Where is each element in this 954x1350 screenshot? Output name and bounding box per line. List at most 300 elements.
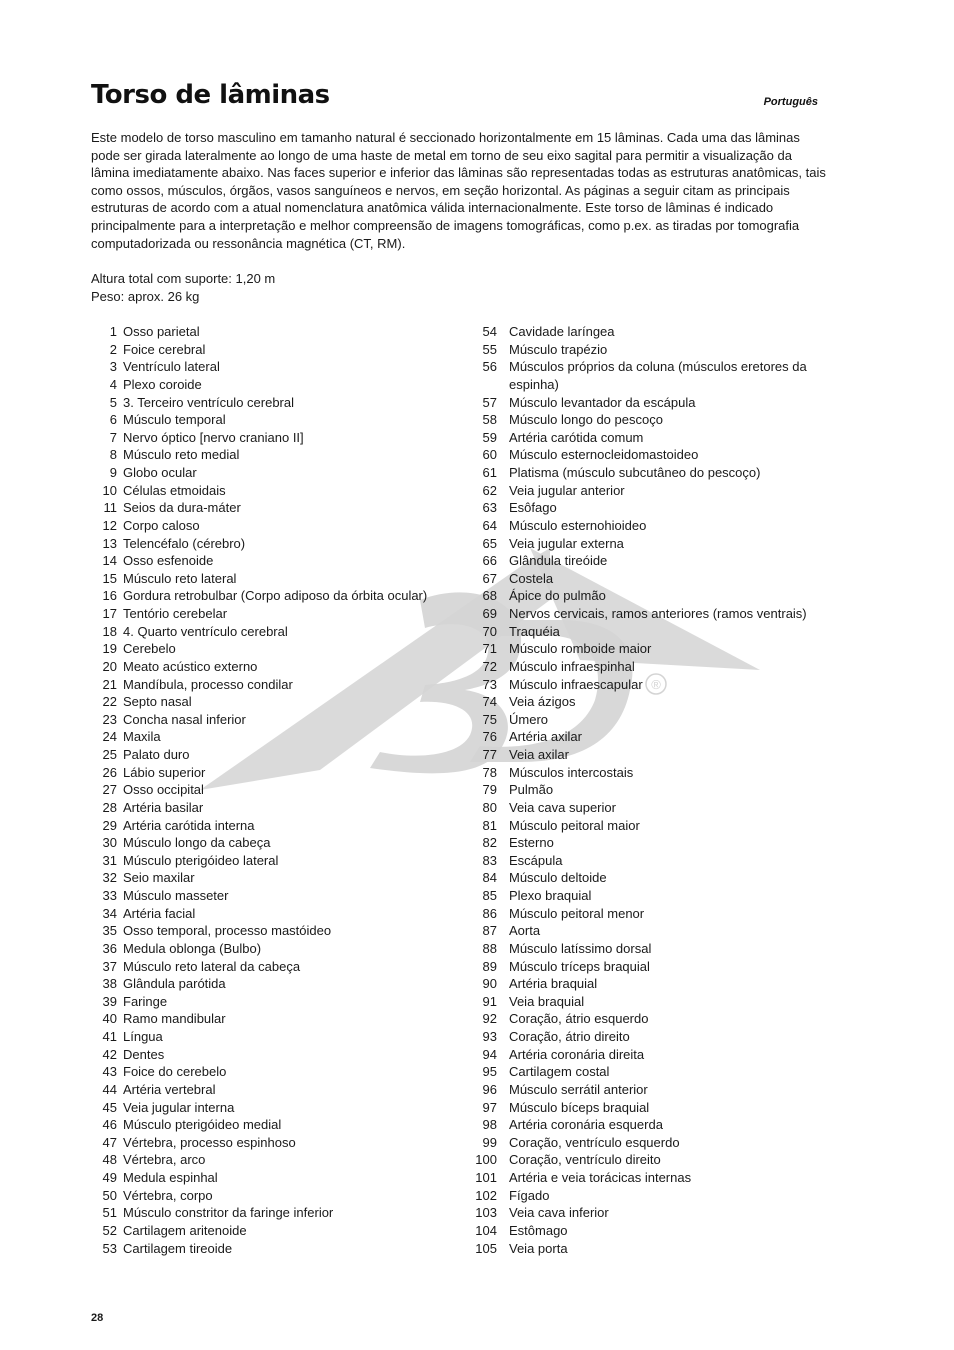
- item-number: 23: [102, 711, 117, 727]
- list-item: [470, 658, 820, 676]
- list-item: [91, 958, 461, 976]
- item-label: Músculo esternocleidomastoideo: [509, 447, 699, 463]
- item-number: 94: [482, 1046, 497, 1062]
- item-number: 57: [482, 394, 497, 410]
- item-label: Veia axilar: [509, 747, 569, 762]
- item-label: Músculo trapézio: [509, 341, 608, 357]
- list-item: [91, 1240, 461, 1258]
- item-number: 81: [482, 817, 497, 833]
- item-label: Cartilagem aritenoide: [123, 1222, 247, 1238]
- item-label: Ápice do pulmão: [509, 588, 606, 604]
- list-item: [91, 446, 461, 464]
- item-label: Cavidade laríngea: [509, 324, 615, 339]
- item-number: 82: [482, 835, 497, 851]
- item-label: Esôfago: [509, 500, 557, 516]
- list-item: [91, 1010, 461, 1028]
- item-label: Corpo caloso: [123, 517, 200, 533]
- item-label: Músculo levantador da escápula: [509, 394, 696, 410]
- item-label: Estômago: [509, 1222, 568, 1238]
- item-number: 54: [482, 324, 497, 339]
- item-label: Artéria e veia torácicas internas: [509, 1170, 692, 1185]
- item-label: Artéria vertebral: [123, 1081, 216, 1097]
- list-item: [470, 1046, 820, 1064]
- list-item: [91, 799, 461, 817]
- item-number: 95: [482, 1064, 497, 1080]
- list-item: [91, 852, 461, 870]
- item-label: Mandíbula, processo condilar: [123, 676, 293, 692]
- item-number: 33: [102, 888, 117, 903]
- item-number: 100: [475, 1152, 497, 1168]
- spec-weight: Peso: aprox. 26 kg: [91, 288, 200, 304]
- list-item: [470, 552, 820, 570]
- item-number: 104: [475, 1222, 497, 1238]
- list-item: [91, 1081, 461, 1099]
- list-item: [470, 587, 820, 605]
- item-label: Artéria axilar: [509, 729, 582, 745]
- specifications: [91, 270, 275, 305]
- list-item: [91, 922, 461, 940]
- item-label: Esterno: [509, 835, 554, 851]
- item-label: Nervo óptico [nervo craniano II]: [123, 429, 304, 445]
- item-number: 5: [109, 394, 117, 410]
- item-number: 6: [109, 412, 117, 428]
- list-item: [91, 535, 461, 553]
- list-item: [470, 993, 820, 1011]
- list-item: [470, 1010, 820, 1028]
- item-number: 66: [482, 553, 497, 569]
- item-number: 59: [482, 429, 497, 445]
- item-number: 76: [482, 729, 497, 745]
- item-number: 38: [102, 976, 117, 992]
- list-item: [91, 1187, 461, 1205]
- item-label: Músculo latíssimo dorsal: [509, 940, 652, 956]
- list-item: [91, 834, 461, 852]
- language-label: Português: [763, 96, 818, 108]
- list-item: [470, 905, 820, 923]
- item-label: Glândula tireóide: [509, 553, 608, 569]
- list-item: [470, 940, 820, 958]
- item-number: 52: [102, 1222, 117, 1238]
- item-label: Osso temporal, processo mastóideo: [123, 923, 332, 939]
- item-label: Artéria coronária esquerda: [509, 1117, 663, 1133]
- item-number: 55: [482, 341, 497, 357]
- list-item: [91, 1151, 461, 1169]
- item-number: 11: [103, 500, 117, 516]
- item-label: Músculo romboide maior: [509, 641, 652, 657]
- item-label: Medula oblonga (Bulbo): [123, 940, 262, 956]
- spec-height: Altura total com suporte: 1,20 m: [91, 271, 276, 286]
- list-item: [91, 1169, 461, 1187]
- intro-paragraph: Este modelo de torso masculino em tamanho natural é seccionado horizontalmente em 15 lâminas. Cada uma das lâminas pode ser girada lateralmente ao longo de uma haste de metal em torno de seu eixo sagital para permitir a visualização da lâmina imediatamente abaixo. Nas faces superior e inferior das lâminas são representadas todas as estruturas anatômicas, tais como ossos, músculos, órgãos, vasos sanguíneos e nervos, em seção horizontal. As páginas a seguir citam as principais estruturas de acordo com a atual nomenclatura anatômica válida internacionalmente. Este torso de lâminas é indicado principalmente para a interpretação e melhor compreensão de imagens tomográficas, como p.ex. as tiradas por tomografia computadorizada ou ressonância magnética (CT, RM).: [91, 130, 826, 251]
- item-number: 15: [102, 570, 117, 586]
- item-label: Veia jugular externa: [509, 535, 624, 551]
- item-number: 25: [102, 747, 117, 762]
- item-label: Platisma (músculo subcutâneo do pescoço): [509, 465, 761, 480]
- item-label: Concha nasal inferior: [123, 711, 246, 727]
- item-number: 91: [482, 993, 497, 1009]
- item-number: 32: [102, 870, 117, 886]
- item-number: 71: [482, 641, 497, 657]
- item-label: Palato duro: [123, 747, 190, 762]
- item-number: 40: [102, 1011, 117, 1027]
- list-item: [470, 535, 820, 553]
- item-number: 69: [482, 606, 497, 621]
- item-label: Septo nasal: [123, 694, 192, 710]
- item-number: 1: [109, 324, 117, 339]
- item-label: Maxila: [123, 729, 161, 745]
- item-number: 45: [102, 1099, 117, 1115]
- item-label: Veia braquial: [509, 993, 585, 1009]
- list-item: [470, 1187, 820, 1205]
- item-label: Medula espinhal: [123, 1170, 218, 1185]
- item-label: Coração, átrio esquerdo: [509, 1011, 649, 1027]
- item-number: 43: [102, 1064, 117, 1080]
- item-number: 62: [482, 482, 497, 498]
- list-item: [470, 446, 820, 464]
- item-label: Músculo bíceps braquial: [509, 1099, 650, 1115]
- item-label: Escápula: [509, 852, 563, 868]
- item-number: 84: [482, 870, 497, 886]
- list-item: [91, 1046, 461, 1064]
- list-item: [91, 1134, 461, 1152]
- item-label: Plexo braquial: [509, 888, 592, 903]
- list-item: [470, 1134, 820, 1152]
- list-item: [470, 975, 820, 993]
- item-number: 20: [102, 658, 117, 674]
- structure-list-left: [91, 323, 461, 1257]
- item-label: Artéria basilar: [123, 799, 204, 815]
- item-label: Cartilagem costal: [509, 1064, 610, 1080]
- list-item: [91, 658, 461, 676]
- list-item: [470, 429, 820, 447]
- item-number: 58: [482, 412, 497, 428]
- item-number: 10: [102, 482, 117, 498]
- item-number: 85: [482, 888, 497, 903]
- item-number: 70: [482, 623, 497, 639]
- list-item: [91, 623, 461, 641]
- item-number: 98: [482, 1117, 497, 1133]
- item-number: 105: [475, 1240, 497, 1256]
- item-number: 74: [482, 694, 497, 710]
- list-item: [91, 640, 461, 658]
- item-label: Veia jugular anterior: [509, 482, 625, 498]
- item-label: Vértebra, corpo: [123, 1187, 213, 1203]
- item-label: Fígado: [509, 1187, 550, 1203]
- item-number: 35: [102, 923, 117, 939]
- item-label: Aorta: [509, 923, 541, 939]
- list-item: [91, 1204, 461, 1222]
- item-number: 75: [482, 711, 497, 727]
- list-item: [91, 394, 461, 412]
- item-label: Veia jugular interna: [123, 1099, 235, 1115]
- item-label: Vértebra, arco: [123, 1152, 206, 1168]
- item-label: Coração, ventrículo esquerdo: [509, 1134, 680, 1150]
- item-label: Coração, ventrículo direito: [509, 1152, 661, 1168]
- item-number: 22: [102, 694, 117, 710]
- item-label: Músculo reto lateral: [123, 570, 237, 586]
- item-number: 19: [102, 641, 117, 657]
- list-item: [470, 799, 820, 817]
- item-label: Língua: [123, 1029, 163, 1044]
- list-item: [470, 394, 820, 412]
- item-number: 44: [102, 1081, 117, 1097]
- item-number: 39: [102, 993, 117, 1009]
- list-item: [91, 676, 461, 694]
- item-label: Veia cava inferior: [509, 1205, 609, 1221]
- item-label: Músculo deltoide: [509, 870, 607, 886]
- page-title: Torso de lâminas: [91, 80, 330, 110]
- list-item: [470, 1116, 820, 1134]
- item-number: 61: [482, 465, 497, 480]
- list-item: [91, 1099, 461, 1117]
- item-label: Artéria braquial: [509, 976, 598, 992]
- item-number: 41: [102, 1029, 117, 1044]
- item-number: 24: [102, 729, 117, 745]
- item-label: Músculos próprios da coluna (músculos eretores da espinha): [509, 359, 807, 392]
- item-label: Músculo constritor da faringe inferior: [123, 1205, 334, 1221]
- item-label: Pulmão: [509, 782, 554, 798]
- item-number: 50: [102, 1187, 117, 1203]
- item-label: Cerebelo: [123, 641, 176, 657]
- list-item: [91, 1063, 461, 1081]
- item-label: Dentes: [123, 1046, 165, 1062]
- list-item: [91, 570, 461, 588]
- list-item: [470, 1099, 820, 1117]
- item-number: 97: [482, 1099, 497, 1115]
- item-number: 7: [109, 429, 117, 445]
- list-item: [91, 552, 461, 570]
- item-number: 46: [102, 1117, 117, 1133]
- item-label: 3. Terceiro ventrículo cerebral: [123, 394, 295, 410]
- list-item: [91, 1222, 461, 1240]
- item-label: Glândula parótida: [123, 976, 226, 992]
- list-item: [470, 1063, 820, 1081]
- list-item: [470, 411, 820, 429]
- list-item: [91, 358, 461, 376]
- item-label: Ramo mandibular: [123, 1011, 226, 1027]
- item-number: 102: [475, 1187, 497, 1203]
- page-number: 28: [91, 1312, 104, 1324]
- item-number: 36: [102, 940, 117, 956]
- item-label: Globo ocular: [123, 465, 197, 480]
- item-number: 47: [102, 1134, 117, 1150]
- item-label: Músculo esternohioideo: [509, 517, 647, 533]
- list-item: [470, 570, 820, 588]
- item-label: Músculo infraescapular: [509, 676, 643, 692]
- item-label: Músculo tríceps braquial: [509, 958, 650, 974]
- item-label: Artéria carótida interna: [123, 817, 255, 833]
- item-label: Osso parietal: [123, 324, 200, 339]
- item-number: 56: [482, 359, 497, 375]
- list-item: [470, 1028, 820, 1046]
- list-item: [470, 358, 820, 393]
- list-item: [91, 817, 461, 835]
- item-number: 13: [102, 535, 117, 551]
- list-item: [91, 869, 461, 887]
- item-label: Telencéfalo (cérebro): [123, 535, 246, 551]
- list-item: [91, 341, 461, 359]
- list-item: [470, 834, 820, 852]
- item-label: Músculo pterigóideo medial: [123, 1117, 282, 1133]
- item-label: Foice cerebral: [123, 341, 206, 357]
- item-number: 3: [109, 359, 117, 375]
- list-item: [470, 711, 820, 729]
- item-number: 93: [482, 1029, 497, 1044]
- list-item: [91, 764, 461, 782]
- item-label: Músculos intercostais: [509, 764, 634, 780]
- item-number: 65: [482, 535, 497, 551]
- item-number: 14: [102, 553, 117, 569]
- list-item: [470, 1169, 820, 1187]
- item-number: 83: [482, 852, 497, 868]
- item-label: Foice do cerebelo: [123, 1064, 227, 1080]
- item-number: 72: [482, 658, 497, 674]
- item-label: Seios da dura-máter: [123, 500, 241, 516]
- item-number: 48: [102, 1152, 117, 1168]
- item-label: Artéria facial: [123, 905, 196, 921]
- item-label: Nervos cervicais, ramos anteriores (ramos ventrais): [509, 606, 807, 621]
- item-label: Veia cava superior: [509, 799, 616, 815]
- list-item: [470, 869, 820, 887]
- item-label: Ventrículo lateral: [123, 359, 220, 375]
- item-label: Artéria coronária direita: [509, 1046, 645, 1062]
- list-item: [91, 323, 461, 341]
- item-label: Veia ázigos: [509, 694, 576, 710]
- list-item: [91, 429, 461, 447]
- item-number: 53: [102, 1240, 117, 1256]
- item-number: 30: [102, 835, 117, 851]
- list-item: [91, 1028, 461, 1046]
- list-item: [91, 993, 461, 1011]
- list-item: [470, 781, 820, 799]
- item-number: 89: [482, 958, 497, 974]
- item-number: 18: [102, 623, 117, 639]
- item-label: Gordura retrobulbar (Corpo adiposo da órbita ocular): [123, 588, 428, 604]
- item-label: Veia porta: [509, 1240, 568, 1256]
- item-label: Músculo longo da cabeça: [123, 835, 271, 851]
- list-item: [91, 781, 461, 799]
- item-number: 42: [102, 1046, 117, 1062]
- item-number: 2: [109, 341, 117, 357]
- item-number: 9: [109, 465, 117, 480]
- item-label: Tentório cerebelar: [123, 606, 228, 621]
- item-number: 80: [482, 799, 497, 815]
- item-number: 51: [102, 1205, 117, 1221]
- item-number: 73: [482, 676, 497, 692]
- item-label: Úmero: [509, 711, 549, 727]
- item-number: 31: [102, 852, 117, 868]
- item-number: 17: [102, 606, 117, 621]
- item-number: 99: [482, 1134, 497, 1150]
- item-label: Faringe: [123, 993, 168, 1009]
- registered-mark: ®: [651, 677, 661, 692]
- list-item: [91, 905, 461, 923]
- list-item: [91, 376, 461, 394]
- item-number: 28: [102, 799, 117, 815]
- list-item: [470, 341, 820, 359]
- list-item: [91, 887, 461, 905]
- item-number: 64: [482, 517, 497, 533]
- list-item: [91, 693, 461, 711]
- item-number: 16: [102, 588, 117, 604]
- list-item: [470, 640, 820, 658]
- list-item: [470, 1151, 820, 1169]
- list-item: [470, 922, 820, 940]
- item-label: Músculo infraespinhal: [509, 658, 635, 674]
- list-item: [470, 887, 820, 905]
- item-number: 12: [102, 517, 117, 533]
- list-item: [470, 482, 820, 500]
- item-label: Seio maxilar: [123, 870, 195, 886]
- item-number: 67: [482, 570, 497, 586]
- item-number: 86: [482, 905, 497, 921]
- item-number: 49: [102, 1170, 117, 1185]
- item-label: Artéria carótida comum: [509, 429, 644, 445]
- item-number: 63: [482, 500, 497, 516]
- item-label: Músculo reto lateral da cabeça: [123, 958, 301, 974]
- item-label: Meato acústico externo: [123, 658, 258, 674]
- item-number: 60: [482, 447, 497, 463]
- list-item: [91, 482, 461, 500]
- list-item: [470, 517, 820, 535]
- list-item: [91, 499, 461, 517]
- list-item: [91, 587, 461, 605]
- list-item: [470, 958, 820, 976]
- list-item: [470, 764, 820, 782]
- item-number: 68: [482, 588, 497, 604]
- list-item: [470, 728, 820, 746]
- list-item: [91, 746, 461, 764]
- list-item: [91, 728, 461, 746]
- list-item: [470, 1240, 820, 1258]
- item-number: 26: [102, 764, 117, 780]
- list-item: [470, 676, 820, 694]
- item-label: 4. Quarto ventrículo cerebral: [123, 623, 288, 639]
- structure-list-right: [470, 323, 820, 1257]
- list-item: [91, 411, 461, 429]
- list-item: [470, 464, 820, 482]
- item-number: 34: [102, 905, 117, 921]
- item-label: Coração, átrio direito: [509, 1029, 630, 1044]
- list-item: [470, 605, 820, 623]
- list-item: [470, 1081, 820, 1099]
- item-label: Traquéia: [509, 623, 560, 639]
- item-number: 27: [102, 782, 117, 798]
- item-label: Cartilagem tireoide: [123, 1240, 233, 1256]
- item-number: 8: [109, 447, 117, 463]
- list-item: [91, 940, 461, 958]
- item-number: 96: [482, 1081, 497, 1097]
- list-item: [91, 975, 461, 993]
- item-number: 78: [482, 764, 497, 780]
- list-item: [470, 746, 820, 764]
- item-label: Músculo reto medial: [123, 447, 240, 463]
- item-label: Músculo longo do pescoço: [509, 412, 663, 428]
- item-number: 87: [482, 923, 497, 939]
- item-number: 79: [482, 782, 497, 798]
- item-number: 21: [102, 676, 117, 692]
- item-label: Músculo masseter: [123, 888, 229, 903]
- item-number: 88: [482, 940, 497, 956]
- item-label: Músculo peitoral maior: [509, 817, 640, 833]
- list-item: [470, 1204, 820, 1222]
- item-label: Músculo serrátil anterior: [509, 1081, 648, 1097]
- item-number: 29: [102, 817, 117, 833]
- list-item: [91, 605, 461, 623]
- item-label: Costela: [509, 570, 554, 586]
- item-label: Vértebra, processo espinhoso: [123, 1134, 296, 1150]
- item-label: Músculo temporal: [123, 412, 226, 428]
